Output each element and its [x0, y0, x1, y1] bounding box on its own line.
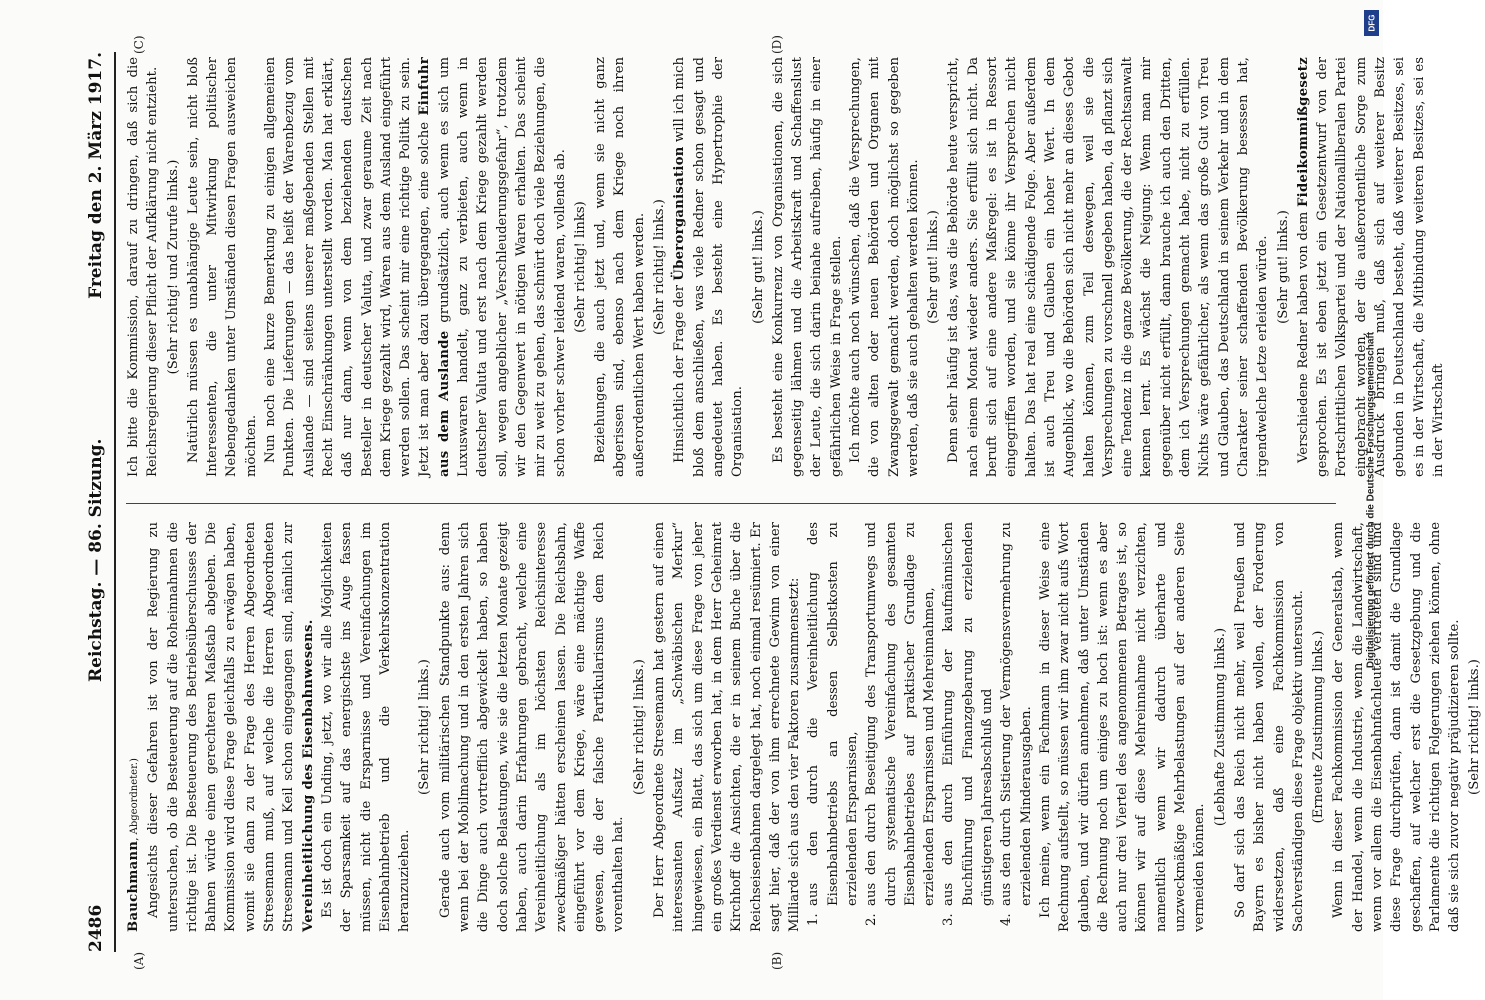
- paragraph: [261, 57, 570, 477]
- list-text: aus den durch Sistierung der Vermögensvermehrung zu erzielenden Minderausgaben.: [999, 522, 1034, 906]
- paragraph: [650, 522, 804, 932]
- list-text: aus den durch Beseitigung des Transportumwegs und durch systematische Vereinfachung des gesamten Eisenbahnbetriebes auf praktischer Grundlage zu erzielenden Ersparnissen und Mehreinnahmen,: [864, 522, 938, 906]
- session-title: Reichstag. — 86. Sitzung.: [86, 438, 106, 682]
- emphasized-term: Fideikommißgesetz: [1295, 57, 1311, 207]
- left-column: [124, 522, 1483, 932]
- paragraph-text: Der Herr Abgeordnete Stresemann hat gestern auf einen interessanten Aufsatz im „Schwäbischen Merkur“ hingewiesen, ein Blatt, das sich um diese Frage von jeher ein großes Verdienst erworben hat, in dem Herr Geheimrat Kirchhoff die Ansichten, die er in seinem Buche über die Reichseisenbahnen dargelegt hat, noch einmal resümiert. Er sagt hier, daß der von ihm errechnete Gewinn von einer Milliarde sich aus den vier Faktoren zusammensetzt:: [652, 522, 803, 932]
- interjection: (Sehr richtig! links): [572, 201, 588, 333]
- interjection: (Sehr gut! links.): [926, 210, 942, 324]
- right-column: [124, 56, 1446, 477]
- header-rule: [114, 52, 116, 952]
- margin-marker-d: (D): [770, 35, 784, 54]
- margin-marker-c: (C): [132, 35, 146, 54]
- interjection: (Sehr richtig! links.): [1467, 659, 1483, 795]
- page-number: 2486: [86, 904, 106, 952]
- emphasized-term: Bauchmann: [126, 840, 141, 932]
- list-text: aus den durch die Vereinheitlichung des Eisenbahnbetriebs an dessen Selbstkosten zu erzielenden Ersparnissen,: [806, 522, 860, 906]
- paragraph-text: Ich bitte die Kommission, darauf zu dringen, daß sich die Reichsregierung dieser Pflicht der Aufklärung nicht entzieht.: [126, 57, 161, 477]
- paragraph: [1329, 522, 1464, 932]
- paragraph-text: Wenn in dieser Fachkommission der Generalstab, wenn der Handel, wenn die Industrie, wenn die Landwirtschaft, wenn vor allem die Eisenbahnfachleute vertreten sind und diese Frage durchprüfen, dann ist damit die Grundlage geschaffen, auf welcher erst die Gesetzgebung und die Parlamente die richtigen Folgerungen ziehen können, ohne daß sie sich zuvor negativ präjudizieren sollte.: [1331, 522, 1463, 932]
- paragraph-text: Hinsichtlich der Frage der: [672, 280, 688, 463]
- numbered-list: [804, 522, 1036, 932]
- margin-marker-b: (B): [770, 951, 784, 970]
- interjection: (Lebhafte Zustimmung links.): [1212, 627, 1228, 827]
- paragraph-text: Angesichts dieser Gefahren ist von der Regierung zu untersuchen, ob die Besteuerung auf die Roheinnahmen die richtige ist. Die Besteuerung des Betriebsüberschusses der Bahnen würde einen gerechteren Maßstab abgeben. Die Kommission wird diese Frage gleichfalls zu erwägen haben, womit sie dann zu der Frage des Herren Abgeordneten Stresemann muß, auf welche die Herren Abgeordneten Stresemann und Keil schon eingegangen sind, nämlich zur: [146, 522, 297, 932]
- list-item: [862, 522, 939, 932]
- page-header: [78, 52, 118, 952]
- paragraph-text: grundsätzlich, auch wenn es sich um Luxuswaren handelt, ganz zu verbieten, auch wenn in deutscher Valuta und erst nach dem Kriege gezahlt werden soll, wegen angeblicher „Verschleuderungsgefahr“, trotzdem wir den Gegenwert in nötigen Waren erhalten. Das scheint mir zu weit zu gehen, das schnürt doch viele Beziehungen, die schon vorher schwer leidend waren, vollends ab.: [436, 57, 568, 477]
- paragraph-text: Denn sehr häufig ist das, was die Behörde heute verspricht, nach einem Monat wieder anders. Sie erfüllt sich nicht. Da beruft sich auf eine andere Maßregel: es ist in Ressort eingegriffen worden, und sie könne ihr Versprechen nicht halten. Das hat real eine schädigende Folge. Aber außerdem ist auch Treu und Glauben ein hoher Wert. In dem Augenblick, wo die Behörden sich nicht mehr an dieses Gebot halten können, zum Teil deswegen, weil sie die Versprechungen zu vorschnell gegeben haben, da pflanzt sich eine Tendenz in die ganze Bevölkerung, die der Rechtsanwalt kennen lernt. Es wächst die Neigung: Wenn man mir gegenüber nicht erfüllt, dann brauche ich auch den Dritten, dem ich Versprechungen gemacht habe, nicht zu erfüllen. Nichts wäre gefährlicher, als wenn das große Gut von Treu und Glauben, das Deutschland in seinem Verkehr und in dem Charakter seiner schaffenden Bevölkerung besessen hat, irgendwelche Letze erleiden würde.: [946, 57, 1271, 477]
- list-number: 3.: [941, 913, 957, 926]
- paragraph-text: will ich mich bloß dem anschließen, was viele Redner schon gesagt und angedeutet haben. Es besteht eine Hypertrophie der Organisation.: [672, 56, 746, 477]
- paragraph: [184, 57, 261, 477]
- paragraph-text: So darf sich das Reich nicht mehr, weil Preußen und Bayern es bisher nicht haben wollen, der Forderung widersetzen, daß eine Fachkommission von Sachverständigen diese Frage objektiv untersucht.: [1232, 522, 1306, 932]
- column-rule: [126, 503, 1336, 504]
- paragraph-text: Es besteht eine Konkurrenz von Organisationen, die sich gegenseitig lähmen und die Arbeitskraft und Schaffenslust der Leute, die sich darin beinahe aufreiben, häufig in einer gefährlichen Weise in Frage stellen.: [770, 57, 844, 477]
- emphasized-term: Überorganisation: [672, 146, 688, 281]
- list-item: [997, 522, 1036, 932]
- list-item: [804, 522, 862, 932]
- interjection: (Sehr gut! links.): [1275, 210, 1291, 324]
- paragraph: [124, 522, 144, 932]
- emphasized-term: Vereinheitlichung des Eisenbahnwesens.: [300, 619, 316, 932]
- digitization-note: [1362, 12, 1380, 988]
- paragraph-text: Verschiedene Redner haben von dem: [1295, 206, 1311, 463]
- list-number: 2.: [864, 913, 880, 926]
- paragraph: [1231, 522, 1308, 932]
- paragraph-text: Ich möchte auch noch wünschen, daß die Versprechungen, die von alten oder neuen Behörden und Organen mit Zwangsgewalt gemacht werden, doch möglichst so gegeben werden, daß sie auch gehalten werden können.: [847, 57, 921, 477]
- interjection: (Sehr gut! links.): [750, 210, 766, 324]
- list-item: [939, 522, 997, 932]
- interjection: (Erneute Zustimmung links.): [1311, 630, 1327, 824]
- list-number: 4.: [999, 913, 1015, 926]
- emphasized-term: Einfuhr aus dem Auslande: [417, 57, 452, 477]
- paragraph-text: Nun noch eine kurze Bemerkung zu einigen allgemeinen Punkten. Die Lieferungen — das heißt der Warenbezug vom Auslande — sind seitens unserer maßgebenden Stellen mit Recht Einschränkungen unterstellt worden. Man hat erklärt, daß nur dann, wenn von dem beziehenden deutschen Besteller in deutscher Valuta, und zwar geraume Zeit nach dem Kriege gezahlt wird, Waren aus dem Ausland eingeführt werden sollen. Das scheint mir eine richtige Politik zu sein. Jetzt ist man aber dazu übergegangen, eine solche: [263, 57, 433, 477]
- speaker-role: , Abgeordneter.): [129, 758, 140, 841]
- paragraph: [670, 57, 747, 477]
- interjection: (Sehr richtig! und Zurufe links.): [165, 159, 181, 375]
- interjection: (Sehr richtig! links.): [631, 659, 647, 795]
- paragraph: [144, 522, 318, 932]
- paragraph-text: gesprochen. Es ist eben jetzt ein Gesetzentwurf von der Fortschrittlichen Volkspartei und der Nationalliberalen Partei eingebracht worden, der die außerordentliche Sorge zum Ausdruck bringen muß, daß sich auf weiterer Besitz gebunden in Deutschland besteht, daß weiterer Besitzes, sei es in der Wirtschaft, die Mitbindung weiteren Besitzes, sei es in der Wirtschaft: [1315, 57, 1446, 477]
- interjection: (Sehr richtig! links.): [417, 659, 433, 795]
- list-number: 1.: [806, 913, 822, 926]
- paragraph: [769, 57, 846, 477]
- paragraph: [591, 57, 649, 477]
- paragraph-text: Ich meine, wenn ein Fachmann in dieser Weise eine Rechnung aufstellt, so müssen wir ihm zwar nicht aufs Wort glauben, und wir dürfen annehmen, daß unter Umständen die Rechnung noch um einiges zu hoch ist: wenn es aber auch nur drei Viertel des angenommenen Betrages ist, so können wir auf diese Mehreinnahme nicht verzichten, namentlich wenn wir dadurch überharte und unzweckmäßige Mehrbelastungen auf der anderen Seite vermeiden können.: [1037, 522, 1208, 932]
- paragraph: [318, 522, 414, 932]
- paragraph-text: Natürlich müssen es unabhängige Leute sein, nicht bloß Interessenten, die unter Mitwirkung politischer Nebengedanken unter Umständen diesen Fragen ausweichen möchten.: [185, 57, 259, 477]
- paragraph-text: Es ist doch ein Unding, jetzt, wo wir alle Möglichkeiten der Sparsamkeit auf das energischste ins Auge fassen müssen, nicht die Ersparnisse und Vereinfachungen im Eisenbahnbetrieb und die Verkehrskonzentration heranzuziehen.: [319, 522, 413, 932]
- paragraph: [944, 57, 1272, 477]
- paragraph-text: Gerade auch vom militärischen Standpunkte aus: denn wenn bei der Mobilmachung und in den ersten Jahren sich die Dinge auch vortrefflich abgewickelt haben, so haben doch solche Belastungen, wie sie die letzten Monate gezeigt haben, auch darin Erfahrungen gebracht, welche eine Vereinheitlichung als im höchsten Reichsinteresse zweckmäßiger hätten erscheinen lassen. Die Reichsbahn, eingeführt vor dem Kriege, wäre eine mächtige Waffe gewesen, die der falsche Partikularismus dem Reich vorenthalten hat.: [437, 522, 627, 932]
- paragraph: [846, 57, 923, 477]
- session-date: Freitag den 2. März 1917.: [86, 52, 106, 299]
- paragraph: [436, 522, 629, 932]
- margin-marker-a: (A): [132, 951, 146, 970]
- digitization-note-text: Digitalisierung gefördert durch die Deutsche Forschungsgemeinschaft: [1365, 331, 1377, 669]
- interjection: (Sehr richtig! links.): [652, 199, 668, 335]
- paragraph-text: Beziehungen, die auch jetzt und, wenn sie nicht ganz abgerissen sind, ebenso nach dem Kriege noch ihren außerordentlichen Wert haben werden.: [593, 57, 647, 477]
- paragraph: [1036, 522, 1210, 932]
- paragraph: [124, 57, 163, 477]
- dfg-badge-text: DFG: [1367, 14, 1376, 32]
- list-text: aus den durch Einführung der kaufmännischen Buchführung und Finanzgebarung zu erzielenden günstigeren Jahresabschluß und: [941, 522, 996, 906]
